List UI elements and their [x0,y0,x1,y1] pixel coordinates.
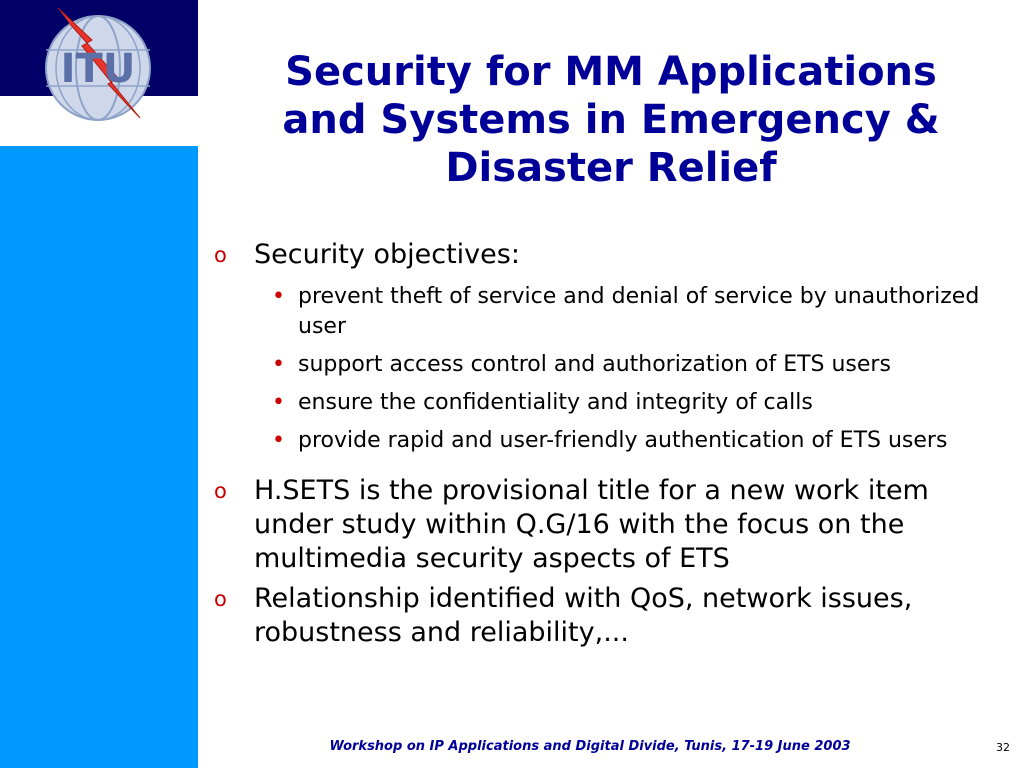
bullet-marker: o [214,479,227,503]
sub-bullet-text: provide rapid and user-friendly authentication of ETS users [298,428,948,453]
footer-text: Workshop on IP Applications and Digital Divide, Tunis, 17-19 June 2003 [329,739,851,754]
sub-bullet-marker: • [272,284,285,309]
bullet-text: Relationship identified with QoS, network issues, robustness and reliability,... [254,583,913,648]
sub-bullet-text: support access control and authorization of ETS users [298,352,891,377]
logo-text: ITU [60,46,136,92]
bullet-text: H.SETS is the provisional title for a new work item under study within Q.G/16 with the focus on the multimedia security aspects of ETS [254,475,929,574]
sub-bullet [212,388,1002,418]
sub-bullet-marker: • [272,352,285,377]
bullet-text: Security objectives: [254,239,520,270]
slide-content [212,238,1002,650]
sub-bullet-list [212,282,1002,456]
bullet-hsets [212,474,1002,576]
sub-bullet-text: ensure the confidentiality and integrity of calls [298,390,813,415]
sub-bullet [212,426,1002,456]
title-line-1: Security for MM Applications [285,49,937,95]
page-number: 32 [996,741,1010,754]
globe-logo-icon [0,0,198,146]
sub-bullet-marker: • [272,428,285,453]
slide-title [205,48,1017,192]
sub-bullet [212,350,1002,380]
title-line-3: Disaster Relief [445,145,777,191]
itu-logo [0,0,198,146]
sub-bullet-marker: • [272,390,285,415]
title-line-2: and Systems in Emergency & [282,97,940,143]
bullet-relationship [212,582,1002,650]
sub-bullet [212,282,1002,342]
bullet-marker: o [214,587,227,611]
bullet-security-objectives [212,238,1002,272]
sub-bullet-text: prevent theft of service and denial of service by unauthorized user [298,284,980,339]
bullet-marker: o [214,243,227,267]
